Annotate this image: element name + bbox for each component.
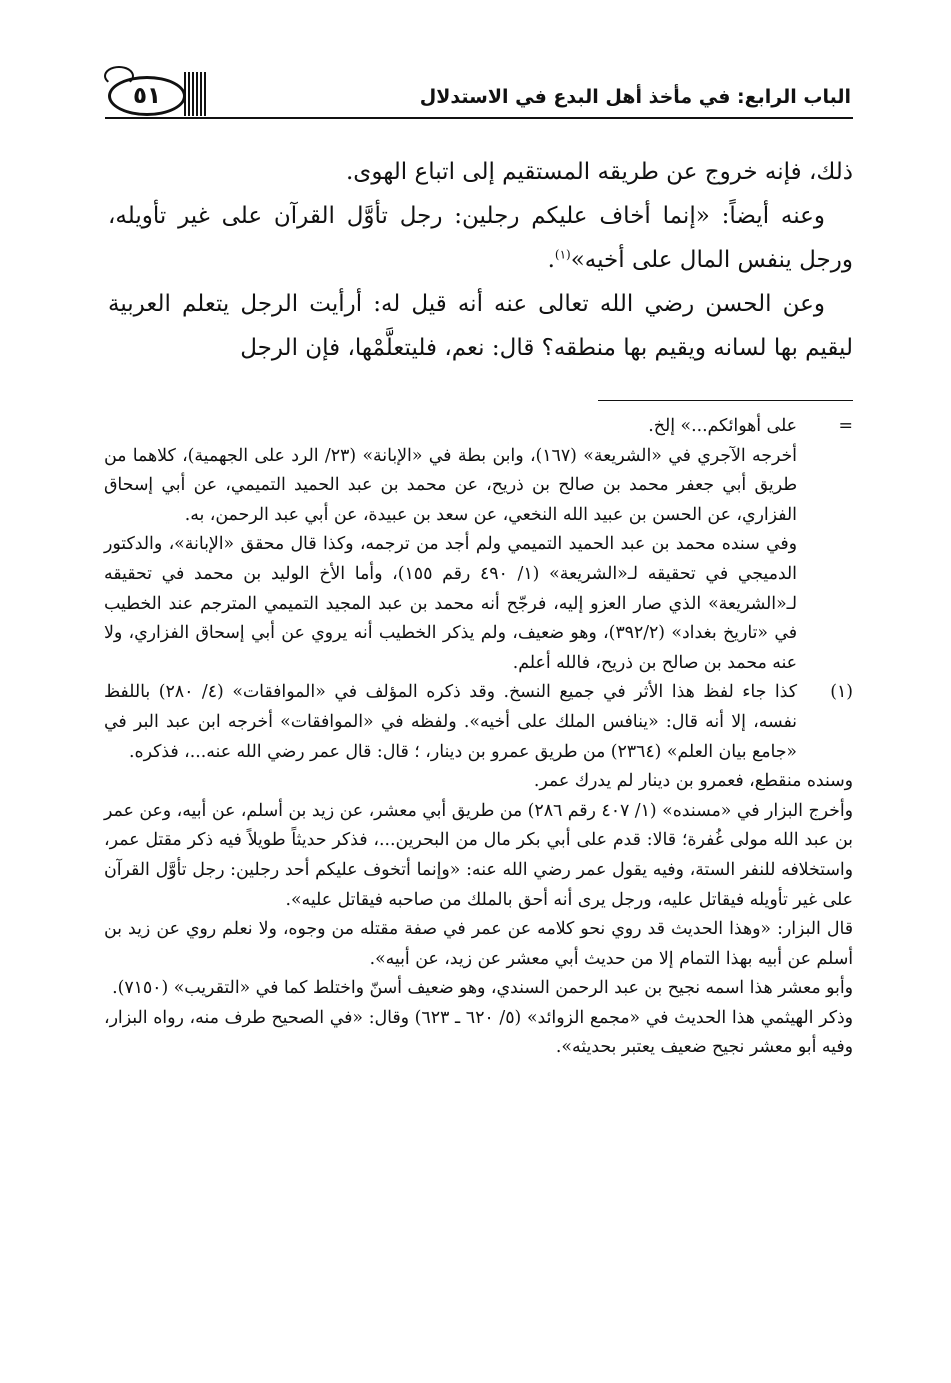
footnote-paragraph: وذكر الهيثمي هذا الحديث في «مجمع الزوائد» (٥/ ٦٢٠ ـ ٦٢٣) وقال: «في الصحيح طرف منه، رواه البزار، وفيه أبو معشر نجيح ضعيف يعتبر بحديثه».: [104, 1007, 853, 1058]
footnote-paragraph: وأخرج البزار في «مسنده» (١/ ٤٠٧ رقم ٢٨٦) من طريق أبي معشر، عن زيد بن أسلم، عن أبيه، وعن عمر بن عبد الله مولى غُفرة؛ قالا: قدم على أبي بكر مال من البحرين...، فذكر حديثاً طويلاً فيه ذكر مقتل عمر، واستخلافه للنفر الستة، وفيه يقول عمر رضي الله عنه: «وإنما أتخوف عليكم أحد رجلين: رجل تأوَّل القرآن على غير تأويله فيقاتل عليه، ورجل يرى أنه أحق بالملك من صاحبه فيقاتل عليه».: [104, 800, 853, 910]
footnote-paragraph: قال البزار: «وهذا الحديث قد روي نحو كلامه عن عمر في صفة مقتله من وجوه، ولا نعلم روي عن زيد بن أسلم عن أبيه بهذا التمام إلا من حديث أبي معشر عن زيد، عن أبيه».: [104, 919, 853, 969]
footnote-separator: [598, 400, 853, 401]
footnote-paragraph: وفي سنده محمد بن عبد الحميد التميمي ولم أجد من ترجمه، وكذا قال محقق «الإبانة»، والدكتور الدميجي في تحقيقه لـ«الشريعة» (١/ ٤٩٠ رقم ١٥٥)، وأما الأخ الوليد بن محمد في تحقيقه لـ«الشريعة» الذي صار العزو إليه، فرجّح أنه محمد بن عبد المجيد التميمي المترجم عند الخطيب في «تاريخ بغداد» (٣٩٢/٢)، وهو ضعيف، ولم يذكر الخطيب أنه يروي عن أبي إسحاق الفزاري، ولا عنه محمد بن صالح بن ذريح، فالله أعلم.: [104, 534, 797, 673]
paragraph: وعن الحسن رضي الله تعالى عنه أنه قيل له: أرأيت الرجل يتعلم العربية ليقيم بها لسانه ويقيم بها منطقه؟ قال: نعم، فليتعلَّمْها، فإن الرجل: [108, 291, 853, 361]
continuation-marker: =: [838, 416, 853, 436]
header-rule: [105, 117, 853, 119]
footnote-continued: [104, 412, 853, 678]
footnote-paragraph: وسنده منقطع، فعمرو بن دينار لم يدرك عمر.: [533, 771, 853, 792]
paragraph: ذلك، فإنه خروج عن طريقه المستقيم إلى اتباع الهوى.: [346, 159, 853, 185]
footnote-paragraph: وأبو معشر هذا اسمه نجيح بن عبد الرحمن السندي، وهو ضعيف أسنّ واختلط كما في «التقريب» (٧١٥٠).: [112, 978, 853, 999]
footnote-paragraph: على أهوائكم...» إلخ.: [648, 416, 797, 436]
footnote-number: (١): [830, 682, 853, 703]
header-ornament-bars: [184, 72, 208, 116]
footnote-paragraph: أخرجه الآجري في «الشريعة» (١٦٧)، وابن بطة في «الإبانة» (٢٣/ الرد على الجهمية)، كلاهما من طريق أبي جعفر محمد بن صالح بن ذريح، عن محمد بن عبد الحميد التميمي، عن أبي إسحاق الفزاري، عن الحسن بن عبيد الله النخعي، عن سعد بن عبيدة، عن أبي عبد الرحمن، به.: [104, 445, 797, 525]
chapter-title: الباب الرابع: في مأخذ أهل البدع في الاستدلال: [419, 86, 851, 108]
paragraph-end: .: [547, 247, 555, 273]
paragraph-text: وعنه أيضاً: «إنما أخاف عليكم رجلين: رجل تأوَّل القرآن على غير تأويله، ورجل ينفس المال على أخيه»: [108, 203, 853, 273]
footnote-paragraph: كذا جاء لفظ هذا الأثر في جميع النسخ. وقد ذكره المؤلف في «الموافقات» (٤/ ٢٨٠) باللفظ نفسه، إلا أنه قال: «ينافس الملك على أخيه». ولفظه في «الموافقات» أخرجه ابن عبد البر في «جامع بيان العلم» (٢٣٦٤) من طريق عمرو بن دينار، ؛ قال: قال عمر رضي الله عنه...، فذكره.: [104, 682, 797, 762]
main-text: [108, 150, 853, 370]
paragraph: [108, 194, 853, 282]
page-number: ٥١: [108, 76, 186, 116]
footnote-1: [104, 678, 853, 767]
footnotes: [104, 412, 853, 1063]
footnote-ref[interactable]: (١): [554, 247, 571, 262]
